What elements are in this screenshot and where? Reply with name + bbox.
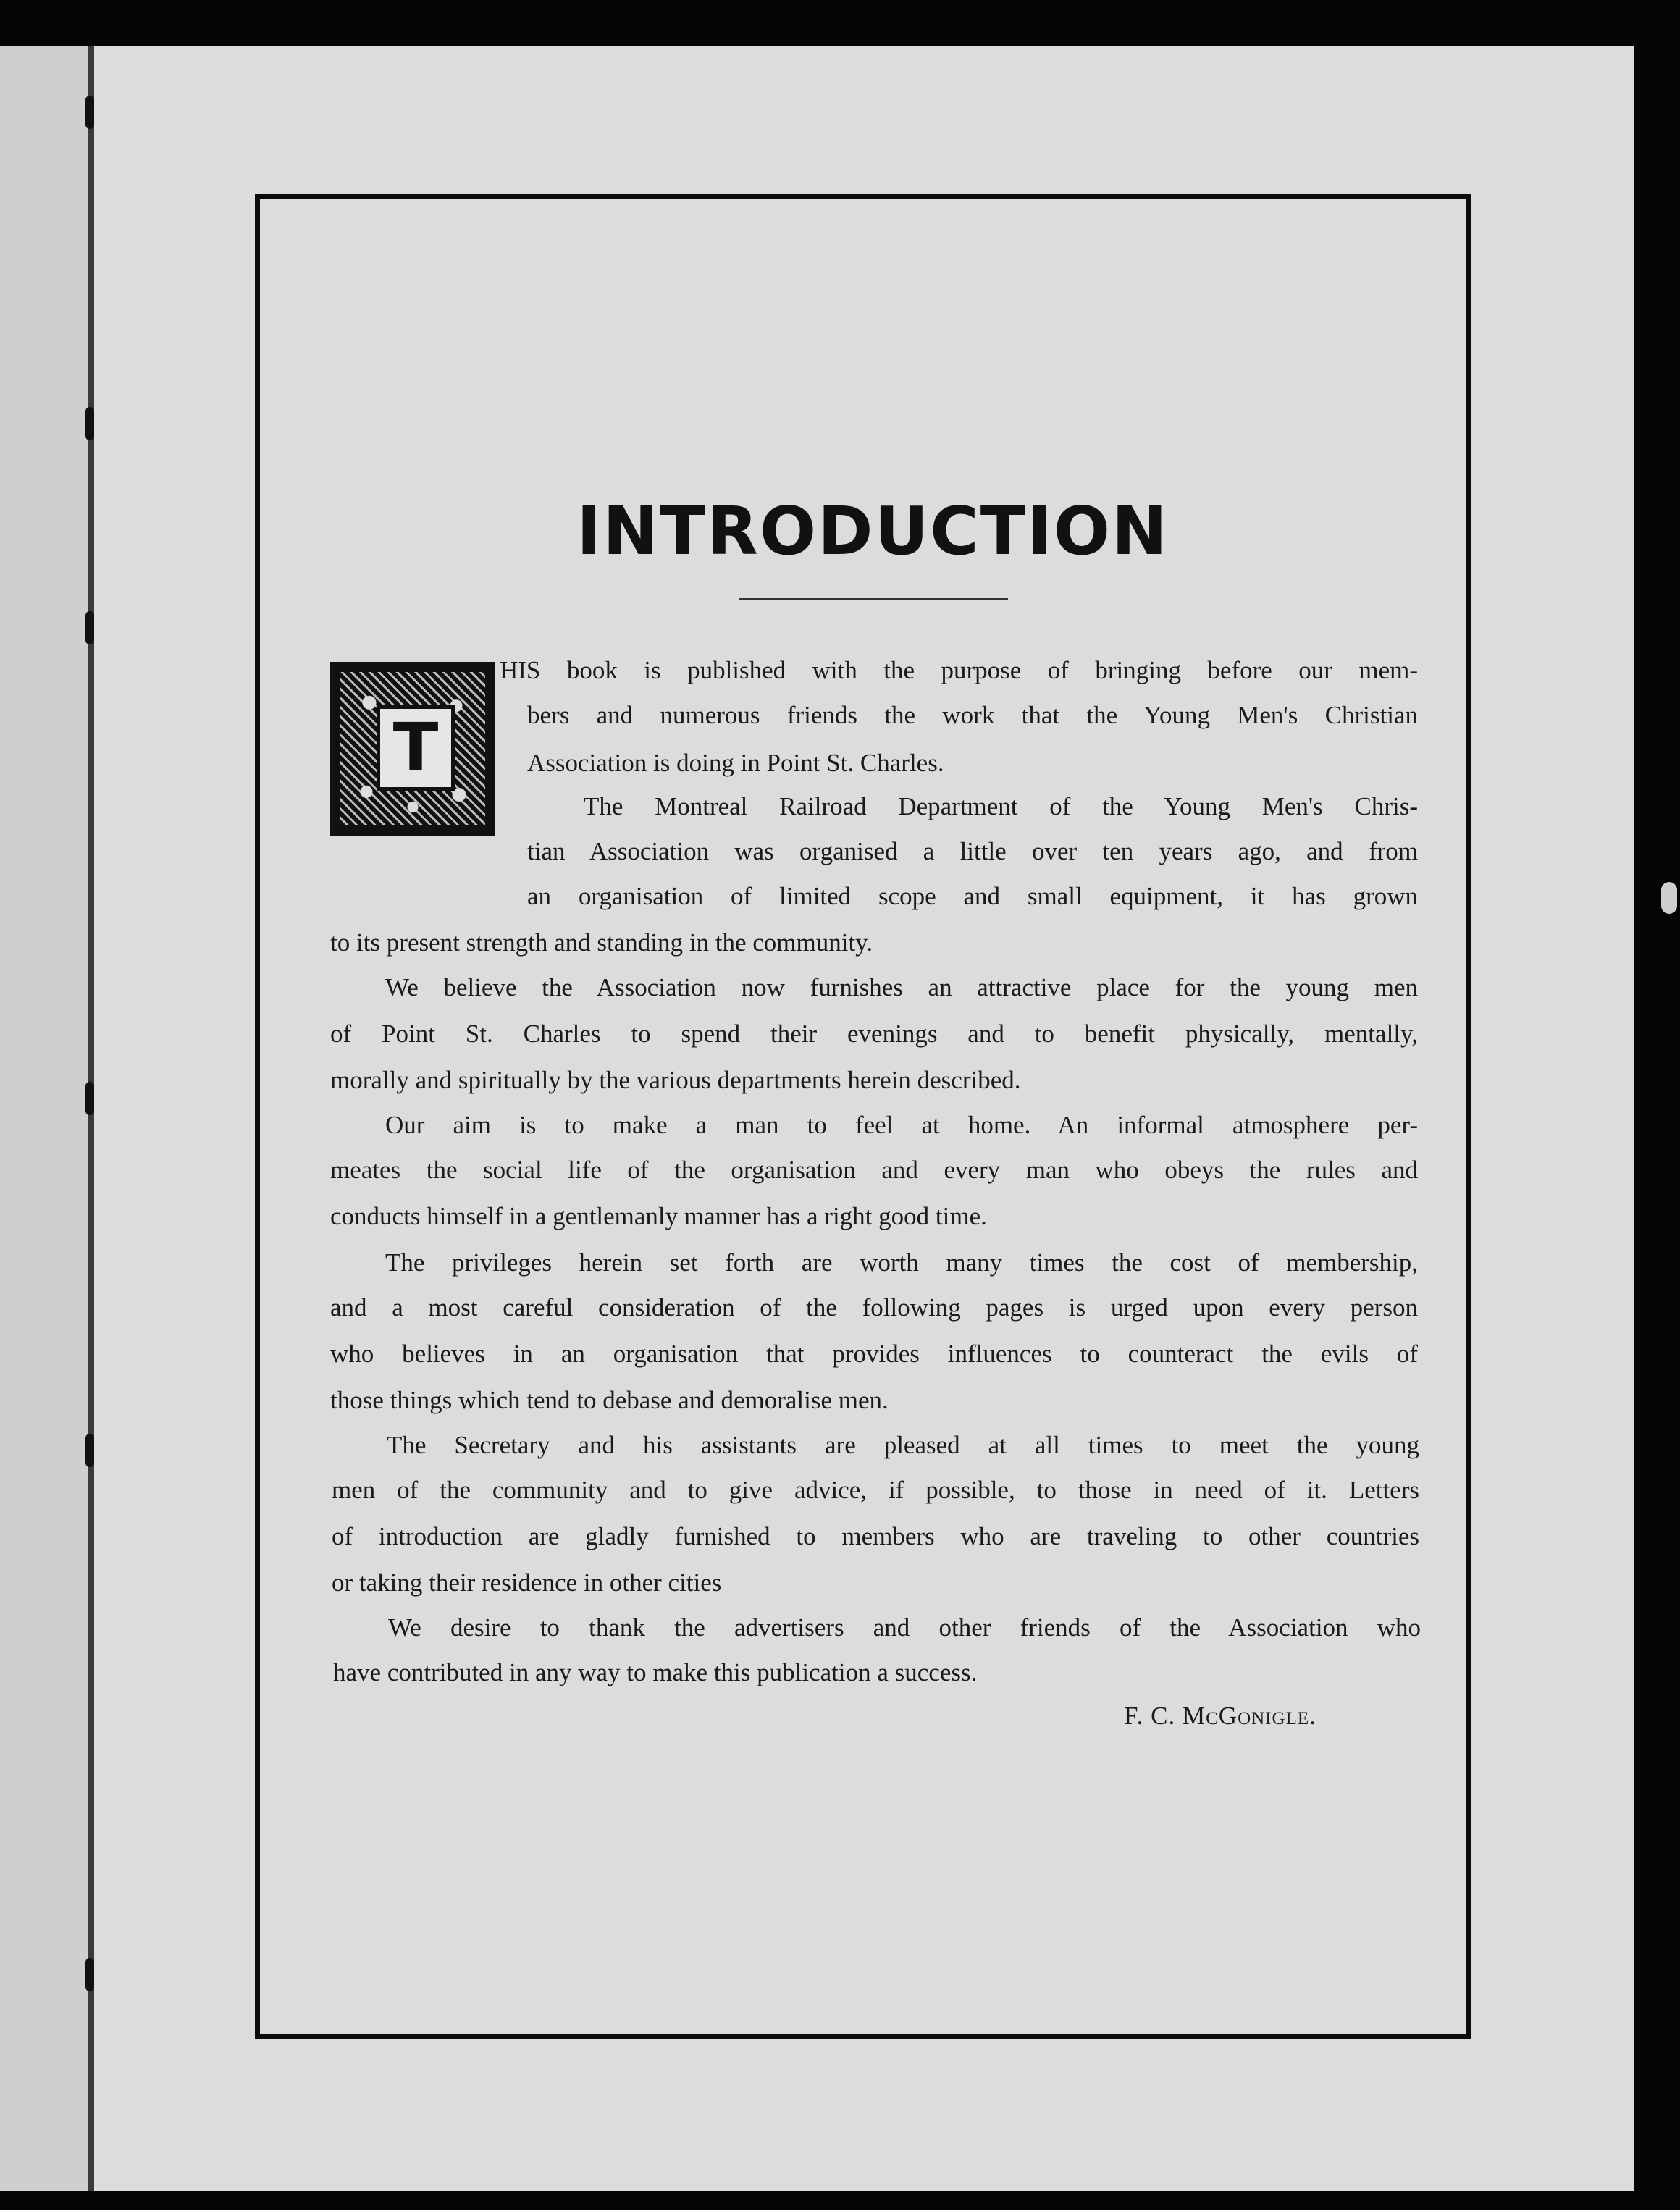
facing-page-edge <box>0 46 88 2191</box>
binding-mark <box>85 407 94 440</box>
text-line: have contributed in any way to make this publication a success. <box>333 1658 978 1686</box>
text-line: of Point St. Charles to spend their evenings and to benefit physically, mentally, <box>330 1020 1418 1048</box>
dropcap-letter: T <box>377 705 455 791</box>
ornament-pattern <box>340 672 485 825</box>
binding-mark <box>85 611 94 644</box>
text-line: to its present strength and standing in the community. <box>330 928 873 957</box>
text-line: The Montreal Railroad Department of the Young Men's Chris- <box>584 792 1418 820</box>
title-rule <box>739 598 1008 600</box>
text-line: meates the social life of the organisation and every man who obeys the rules and <box>330 1156 1418 1184</box>
text-line: and a most careful consideration of the following pages is urged upon every person <box>330 1293 1418 1322</box>
text-line: who believes in an organisation that provides influences to counteract the evils of <box>330 1340 1418 1368</box>
text-line: of introduction are gladly furnished to members who are traveling to other countries <box>332 1522 1419 1550</box>
binding-mark <box>85 1434 94 1467</box>
text-line: those things which tend to debase and demoralise men. <box>330 1386 889 1414</box>
text-line: men of the community and to give advice, if possible, to those in need of it. Letters <box>332 1476 1419 1504</box>
text-line: The Secretary and his assistants are pleased at all times to meet the young <box>387 1431 1419 1459</box>
scan-artifact <box>1661 882 1677 914</box>
text-line: The privileges herein set forth are worth many times the cost of membership, <box>385 1248 1418 1277</box>
book-spine <box>88 46 94 2191</box>
binding-mark <box>85 1958 94 1991</box>
text-line: an organisation of limited scope and small equipment, it has grown <box>527 882 1418 910</box>
binding-mark <box>85 96 94 129</box>
decorative-dropcap <box>330 662 495 836</box>
text-line: bers and numerous friends the work that the Young Men's Christian <box>527 701 1418 729</box>
text-line: We believe the Association now furnishes an attractive place for the young men <box>385 973 1418 1001</box>
text-line: We desire to thank the advertisers and other friends of the Association who <box>388 1613 1421 1642</box>
author-signature: F. C. McGonigle. <box>1124 1702 1316 1730</box>
text-line: tian Association was organised a little over ten years ago, and from <box>527 837 1418 865</box>
page-title: INTRODUCTION <box>576 492 1169 570</box>
text-line: Our aim is to make a man to feel at home. An informal atmosphere per- <box>385 1111 1418 1139</box>
text-line: or taking their residence in other cities <box>332 1568 722 1597</box>
text-line: Association is doing in Point St. Charles. <box>527 749 944 777</box>
text-line: conducts himself in a gentlemanly manner has a right good time. <box>330 1202 987 1230</box>
text-line: morally and spiritually by the various departments herein described. <box>330 1066 1021 1094</box>
binding-mark <box>85 1082 94 1115</box>
text-line: HIS book is published with the purpose of bringing before our mem- <box>500 656 1418 684</box>
